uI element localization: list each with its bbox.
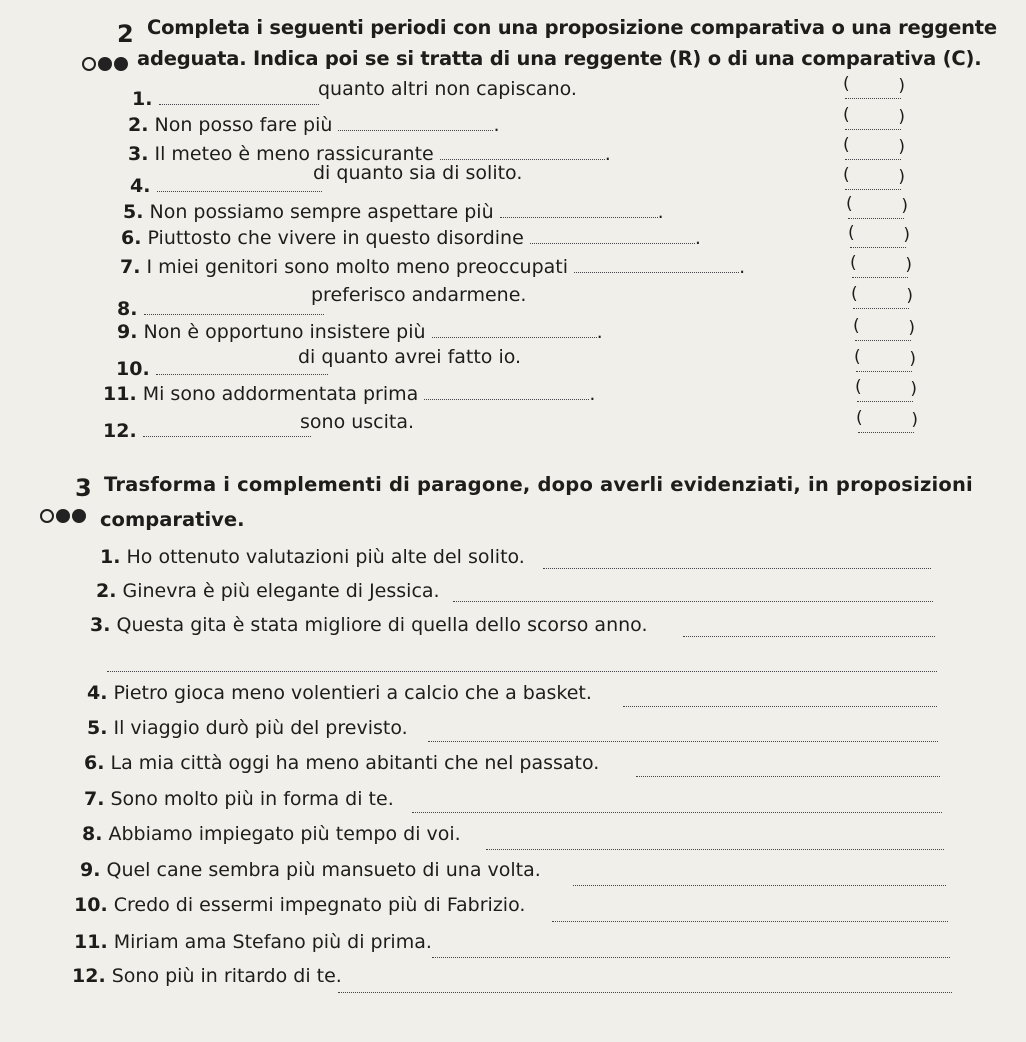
answer-blank[interactable] xyxy=(338,114,493,131)
item-number: 6. xyxy=(84,752,105,774)
answer-blank[interactable] xyxy=(574,256,739,273)
answer-blank[interactable] xyxy=(500,201,658,218)
answer-blank[interactable] xyxy=(144,298,324,315)
answer-line[interactable] xyxy=(573,885,946,886)
item-text: Il meteo è meno rassicurante xyxy=(154,143,434,165)
item-number: 12. xyxy=(103,420,137,442)
rc-answer-box[interactable] xyxy=(845,169,901,190)
answer-blank[interactable] xyxy=(157,175,322,192)
item-number: 4. xyxy=(130,175,151,197)
item-text: Questa gita è stata migliore di quella dello scorso anno. xyxy=(116,614,648,636)
item-text: Credo di essermi impegnato più di Fabrizio. xyxy=(113,894,526,916)
item-number: 7. xyxy=(84,788,105,810)
ex3-item-7 xyxy=(84,788,394,810)
ex2-item-10 xyxy=(116,358,328,380)
item-number: 2. xyxy=(128,114,149,136)
answer-line[interactable] xyxy=(453,601,933,602)
ex2-item-6 xyxy=(121,227,701,249)
rc-answer-box[interactable] xyxy=(852,257,908,278)
ex3-item-5 xyxy=(87,717,408,739)
difficulty-filled-dot-icon xyxy=(98,57,112,71)
item-text: Miriam ama Stefano più di prima. xyxy=(113,931,432,953)
answer-blank[interactable] xyxy=(143,420,311,437)
ex2-item-8-text: preferisco andarmene. xyxy=(311,284,527,306)
ex3-item-10 xyxy=(74,894,525,916)
answer-line[interactable] xyxy=(412,812,942,813)
ex2-item-9 xyxy=(117,321,603,343)
exercise-2-instruction-line2: adeguata. Indica poi se si tratta di una reggente (R) o di una comparativa (C). xyxy=(137,47,982,70)
item-text: Piuttosto che vivere in questo disordine xyxy=(147,227,524,249)
rc-answer-box[interactable] xyxy=(845,109,901,130)
answer-blank[interactable] xyxy=(159,88,319,105)
exercise-3-instruction-line1: Trasforma i complementi di paragone, dopo averli evidenziati, in proposizioni xyxy=(104,473,973,496)
answer-line[interactable] xyxy=(432,957,950,958)
rc-answer-box[interactable] xyxy=(856,351,912,372)
item-text: Non posso fare più xyxy=(154,114,333,136)
answer-line[interactable] xyxy=(683,636,935,637)
ex3-item-11 xyxy=(74,931,432,953)
item-end: . xyxy=(604,143,611,165)
ex2-item-7 xyxy=(120,256,745,278)
item-number: 8. xyxy=(117,298,138,320)
rc-answer-box[interactable] xyxy=(845,78,901,99)
answer-blank[interactable] xyxy=(424,383,589,400)
ex3-item-12 xyxy=(72,965,342,987)
ex3-item-1 xyxy=(100,546,525,568)
ex3-item-6 xyxy=(84,752,599,774)
rc-answer-box[interactable] xyxy=(853,288,909,309)
item-text: Il viaggio durò più del previsto. xyxy=(113,717,408,739)
difficulty-filled-dot-icon xyxy=(72,509,86,523)
exercise-3-number: 3 xyxy=(75,474,92,502)
answer-line[interactable] xyxy=(338,992,952,993)
difficulty-dots xyxy=(40,508,88,527)
answer-line[interactable] xyxy=(636,776,940,777)
rc-answer-box[interactable] xyxy=(845,139,901,160)
item-text: Non possiamo sempre aspettare più xyxy=(149,201,494,223)
ex2-item-5 xyxy=(123,201,664,223)
ex2-item-12-text: sono uscita. xyxy=(300,411,415,433)
answer-line[interactable] xyxy=(107,671,937,672)
item-number: 3. xyxy=(90,614,111,636)
item-number: 5. xyxy=(87,717,108,739)
item-end: . xyxy=(739,256,746,278)
item-number: 8. xyxy=(82,823,103,845)
answer-blank[interactable] xyxy=(530,227,695,244)
ex2-item-11 xyxy=(103,383,595,405)
item-text: Pietro gioca meno volentieri a calcio che a basket. xyxy=(113,682,592,704)
item-number: 1. xyxy=(132,88,153,110)
ex2-item-8 xyxy=(117,298,324,320)
item-number: 4. xyxy=(87,682,108,704)
answer-blank[interactable] xyxy=(440,143,605,160)
item-number: 5. xyxy=(123,201,144,223)
ex2-item-10-text: di quanto avrei fatto io. xyxy=(298,346,522,368)
exercise-3-instruction-line2: comparative. xyxy=(100,508,245,531)
ex3-item-9 xyxy=(80,859,541,881)
ex3-item-2 xyxy=(96,580,440,602)
item-text: Sono più in ritardo di te. xyxy=(111,965,342,987)
difficulty-empty-dot-icon xyxy=(82,57,96,71)
item-text: La mia città oggi ha meno abitanti che nel passato. xyxy=(110,752,600,774)
answer-line[interactable] xyxy=(543,568,931,569)
item-number: 10. xyxy=(116,358,150,380)
item-text: I miei genitori sono molto meno preoccupati xyxy=(146,256,569,278)
item-number: 11. xyxy=(103,383,137,405)
difficulty-filled-dot-icon xyxy=(114,57,128,71)
item-end: . xyxy=(694,227,701,249)
ex3-item-3 xyxy=(90,614,647,636)
item-number: 7. xyxy=(120,256,141,278)
item-number: 3. xyxy=(128,143,149,165)
item-number: 1. xyxy=(100,546,121,568)
difficulty-dots xyxy=(82,56,130,75)
ex2-item-4-text: di quanto sia di solito. xyxy=(313,162,523,184)
rc-answer-box[interactable] xyxy=(850,227,906,248)
item-end: . xyxy=(589,383,596,405)
ex2-item-1-text: quanto altri non capiscano. xyxy=(318,78,577,100)
ex2-item-2 xyxy=(128,114,500,136)
ex3-item-4 xyxy=(87,682,592,704)
item-text: Sono molto più in forma di te. xyxy=(110,788,394,810)
difficulty-empty-dot-icon xyxy=(40,509,54,523)
item-text: Quel cane sembra più mansueto di una volta. xyxy=(106,859,541,881)
exercise-2-instruction-line1: Completa i seguenti periodi con una proposizione comparativa o una reggente xyxy=(147,16,997,39)
rc-answer-box[interactable] xyxy=(855,320,911,341)
ex3-item-8 xyxy=(82,823,461,845)
item-end: . xyxy=(657,201,664,223)
item-text: Non è opportuno insistere più xyxy=(143,321,426,343)
item-number: 11. xyxy=(74,931,108,953)
item-text: Ho ottenuto valutazioni più alte del solito. xyxy=(126,546,525,568)
exercise-2-number: 2 xyxy=(117,20,134,48)
item-number: 9. xyxy=(117,321,138,343)
ex2-item-12 xyxy=(103,420,311,442)
difficulty-filled-dot-icon xyxy=(56,509,70,523)
item-number: 9. xyxy=(80,859,101,881)
item-number: 12. xyxy=(72,965,106,987)
item-end: . xyxy=(493,114,500,136)
answer-line[interactable] xyxy=(428,741,938,742)
answer-line[interactable] xyxy=(486,849,944,850)
item-text: Abbiamo impiegato più tempo di voi. xyxy=(108,823,461,845)
item-number: 2. xyxy=(96,580,117,602)
item-number: 10. xyxy=(74,894,108,916)
rc-answer-box[interactable] xyxy=(857,381,913,402)
answer-blank[interactable] xyxy=(432,321,597,338)
ex2-item-4 xyxy=(130,175,322,197)
answer-line[interactable] xyxy=(552,921,948,922)
rc-answer-box[interactable] xyxy=(858,412,914,433)
ex2-item-1 xyxy=(132,88,319,110)
item-number: 6. xyxy=(121,227,142,249)
answer-line[interactable] xyxy=(623,706,937,707)
item-text: Mi sono addormentata prima xyxy=(142,383,419,405)
rc-answer-box[interactable] xyxy=(848,198,904,219)
item-text: Ginevra è più elegante di Jessica. xyxy=(122,580,440,602)
item-end: . xyxy=(596,321,603,343)
